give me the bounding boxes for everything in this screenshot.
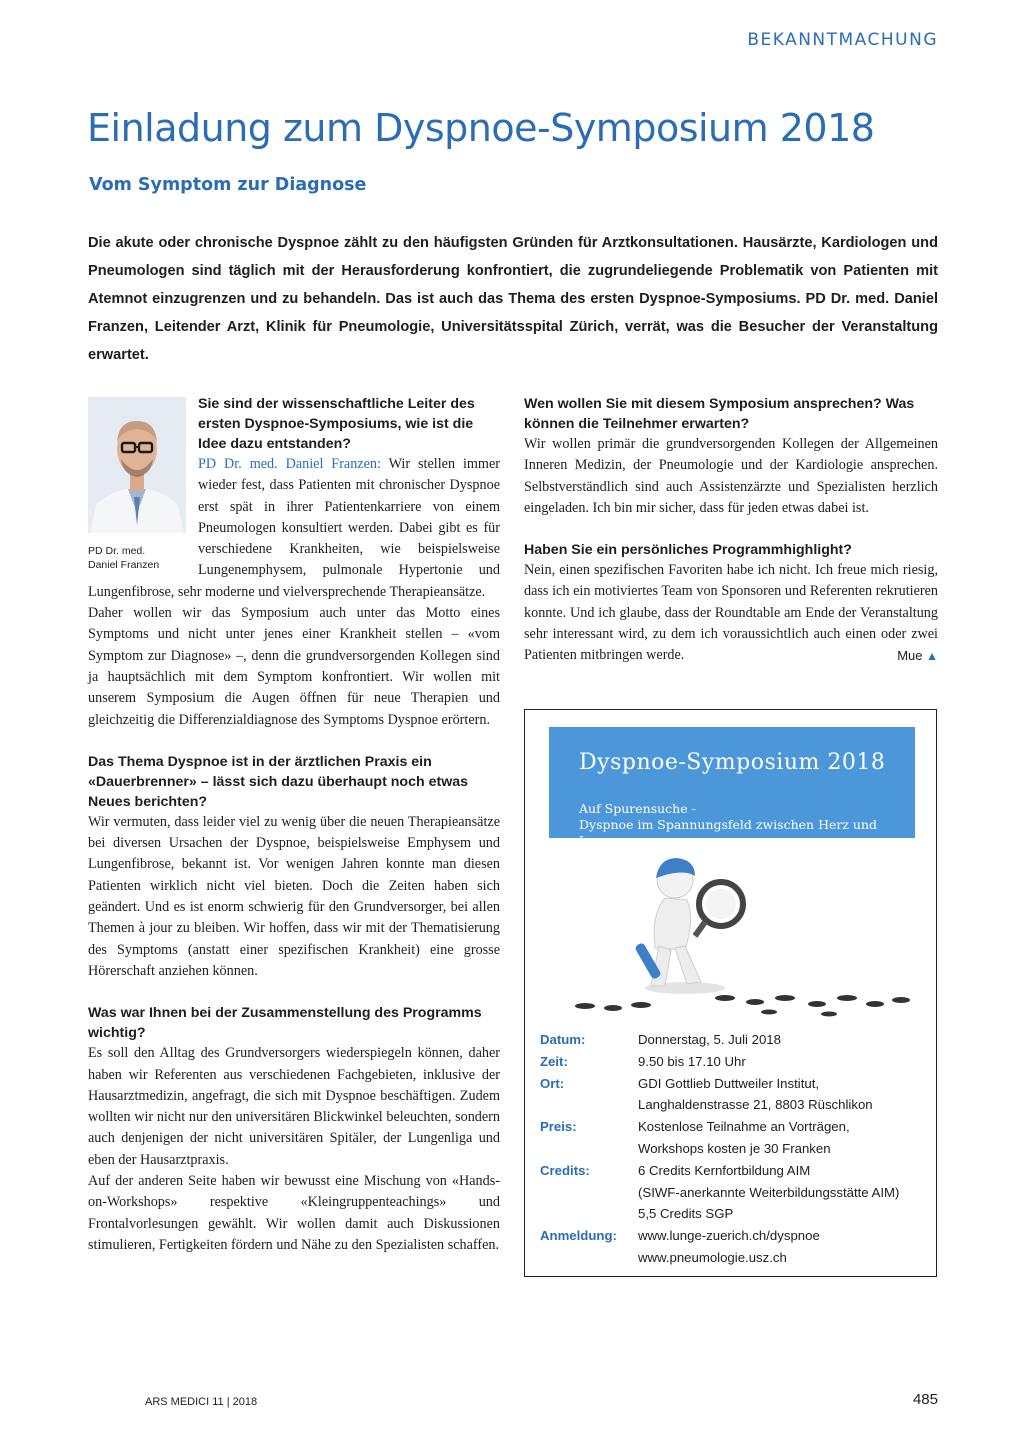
- event-value-location: [638, 1073, 930, 1117]
- event-value-date: [638, 1029, 930, 1051]
- detective-figure-illustration: [555, 838, 915, 1018]
- answer-3-paragraph-1: Es soll den Alltag des Grundversorgers wiederspiegeln können, daher haben wir Referenten aus verschiedenen Fachgebieten, inklusive der Hausarztmedizin, angefragt, die sich mit Dyspnoe beschäftigen. Zudem wollten wir nicht nur den universitären Blickwinkel beleuchten, sondern auch denjenigen der nicht universitären Spitäler, der Lungenliga und eben der Hausarztpraxis.: [88, 1045, 500, 1168]
- event-label-price: Preis:: [540, 1119, 577, 1135]
- portrait-photo: [88, 397, 186, 533]
- event-label-registration: Anmeldung:: [540, 1228, 617, 1244]
- left-column: [88, 394, 500, 1256]
- event-value-line: 5,5 Credits SGP: [638, 1206, 734, 1222]
- event-value-line: Kostenlose Teilnahme an Vorträgen,: [638, 1119, 850, 1135]
- author-initials: Mue: [897, 648, 923, 664]
- banner-subtitle-line2: Dyspnoe im Spannungsfeld zwischen Herz und Lunge: [579, 817, 878, 848]
- portrait-caption-line1: PD Dr. med.: [88, 545, 146, 557]
- answer-5: [524, 560, 938, 666]
- event-value-line: (SIWF-anerkannte Weiterbildungsstätte AIM): [638, 1184, 900, 1200]
- event-row-price: [540, 1116, 930, 1160]
- event-value-line: Donnerstag, 5. Juli 2018: [638, 1032, 781, 1047]
- portrait-block: [88, 397, 186, 572]
- triangle-up-icon: ▲: [926, 649, 938, 664]
- event-row-credits: [540, 1160, 930, 1225]
- event-info-box: [524, 709, 937, 1277]
- portrait-icon: [88, 397, 186, 533]
- author-signature: [897, 645, 938, 667]
- event-row-location: [540, 1073, 930, 1117]
- article-subtitle: Vom Symptom zur Diagnose: [89, 175, 367, 195]
- answer-1-speaker: PD Dr. med. Daniel Franzen:: [198, 456, 381, 472]
- question-4: Wen wollen Sie mit diesem Symposium ansprechen? Was können die Teilnehmer erwarten?: [524, 396, 915, 432]
- banner-subtitle-line1: Auf Spurensuche -: [579, 801, 696, 816]
- event-label-date: Datum:: [540, 1032, 586, 1047]
- right-column: [524, 394, 938, 668]
- question-2: Das Thema Dyspnoe ist in der ärztlichen Praxis ein «Dauerbrenner» – lässt sich dazu überhaupt noch etwas Neues berichten?: [88, 753, 469, 810]
- event-value-line: 9.50 bis 17.10 Uhr: [638, 1053, 746, 1069]
- portrait-caption-line2: Daniel Franzen: [88, 559, 160, 571]
- event-value-line: 6 Credits Kernfortbildung AIM: [638, 1162, 811, 1178]
- journal-footer: ARS MEDICI 11 | 2018: [145, 1396, 258, 1408]
- answer-1-paragraph-2: Daher wollen wir das Symposium auch unter das Motto eines Symptoms und nicht unter jenes einer Krankheit stellen – «vom Symptom zur Diagnose» –, denn die grundversorgenden Kollegen sind ja hauptsächlich mit dem Symptom konfrontiert. Wir wollen mit unserem Symposium die Augen öffnen für neue Therapien und gleichzeitig die Differenzialdiagnose des Symptoms Dyspnoe erörtern.: [88, 605, 500, 728]
- answer-5-text: Nein, einen spezifischen Favoriten habe ich nicht. Ich freue mich riesig, dass ich ein motiviertes Team von Sponsoren und Referenten rekrutieren konnte. Und ich glaube, dass der Roundtable am Ende der Veranstaltung sehr interessant wird, zu dem ich voraussichtlich auch einen oder zwei Patienten mitbringen werde.: [524, 562, 938, 664]
- portrait-caption: [88, 544, 186, 572]
- registration-link-1[interactable]: www.lunge-zuerich.ch/dyspnoe: [638, 1228, 820, 1244]
- event-value-price: [638, 1116, 930, 1160]
- question-3: Was war Ihnen bei der Zusammenstellung des Programms wichtig?: [88, 1005, 482, 1042]
- answer-3-paragraph-2: Auf der anderen Seite haben wir bewusst eine Mischung von «Hands-on-Workshops» respektive «Kleingruppenteachings» und Frontalvorlesungen gewählt. Wir wollen damit auch Diskussionen stimulieren, Fertigkeiten fördern und Nähe zu den Spezialisten schaffen.: [88, 1173, 500, 1253]
- event-value-line: Workshops kosten je 30 Franken: [638, 1140, 831, 1156]
- event-banner: [549, 727, 915, 848]
- article-title: Einladung zum Dyspnoe-Symposium 2018: [87, 106, 875, 150]
- banner-title: Dyspnoe-Symposium 2018: [579, 750, 886, 775]
- question-1: Sie sind der wissenschaftliche Leiter des ersten Dyspnoe-Symposiums, wie ist die Idee dazu entstanden?: [198, 396, 475, 452]
- page-number: 485: [912, 1391, 938, 1408]
- event-value-line: GDI Gottlieb Duttweiler Institut,: [638, 1075, 820, 1091]
- event-value-credits: [638, 1160, 930, 1225]
- answer-1-text: Wir stellen immer wieder fest, dass Patienten mit chronischer Dyspnoe erst spät in ihrer Patientenkarriere von einem Pneumologen konsultiert werden. Dabei gibt es für verschiedene Krankheiten, wie beispielsweise Lungenemphysem, pulmonale Hypertonie und Lungenfibrose, sehr moderne und vielversprechende Therapieansätze.: [88, 456, 500, 600]
- article-lead: Die akute oder chronische Dyspnoe zählt zu den häufigsten Gründen für Arztkonsultationen. Hausärzte, Kardiologen und Pneumologen sind täglich mit der Herausforderung konfrontiert, die zugrundeliegende Problematik von Patienten mit Atemnot einzugrenzen und zu behandeln. Das ist auch das Thema des ersten Dyspnoe-Symposiums. PD Dr. med. Daniel Franzen, Leitender Arzt, Klinik für Pneumologie, Universitätsspital Zürich, verrät, was die Besucher der Veranstaltung erwartet.: [88, 235, 938, 363]
- answer-4: Wir wollen primär die grundversorgenden Kollegen der Allgemeinen Inneren Medizin, der Pneumologie und der Kardiologie ansprechen. Selbstverständlich sind auch Assistenzärzte und Spezialisten herzlich eingeladen. Ich bin mir sicher, dass für jeden etwas dabei ist.: [524, 436, 938, 516]
- event-label-credits: Credits:: [540, 1162, 590, 1178]
- answer-2: Wir vermuten, dass leider viel zu wenig über die neuen Therapieansätze bei diversen Ursachen der Dyspnoe, beispielsweise Emphysem und Lungenfibrose, bekannt ist. Vor wenigen Jahren konnte man diesen Patienten wirklich nicht viel bieten. Doch die Zeiten haben sich geändert. Und es ist enorm schwierig für den Grundversorger, bei allen Themen à jour zu bleiben. Wir hoffen, dass wir mit der Thematisierung des Symptoms (anstatt einer spezifischen Krankheit) eine grosse Hörerschaft anziehen können.: [88, 813, 500, 979]
- event-value-time: [638, 1051, 930, 1073]
- event-value-registration: [638, 1225, 930, 1269]
- event-row-registration: [540, 1225, 930, 1269]
- event-row-time: [540, 1051, 930, 1073]
- section-label: BEKANNTMACHUNG: [747, 30, 938, 50]
- event-details: [540, 1029, 930, 1269]
- event-label-location: Ort:: [540, 1075, 565, 1091]
- question-5: Haben Sie ein persönliches Programmhighlight?: [524, 542, 852, 559]
- event-row-date: [540, 1029, 930, 1051]
- registration-link-2[interactable]: www.pneumologie.usz.ch: [638, 1249, 787, 1265]
- event-value-line: Langhaldenstrasse 21, 8803 Rüschlikon: [638, 1097, 873, 1113]
- event-label-time: Zeit:: [540, 1053, 568, 1069]
